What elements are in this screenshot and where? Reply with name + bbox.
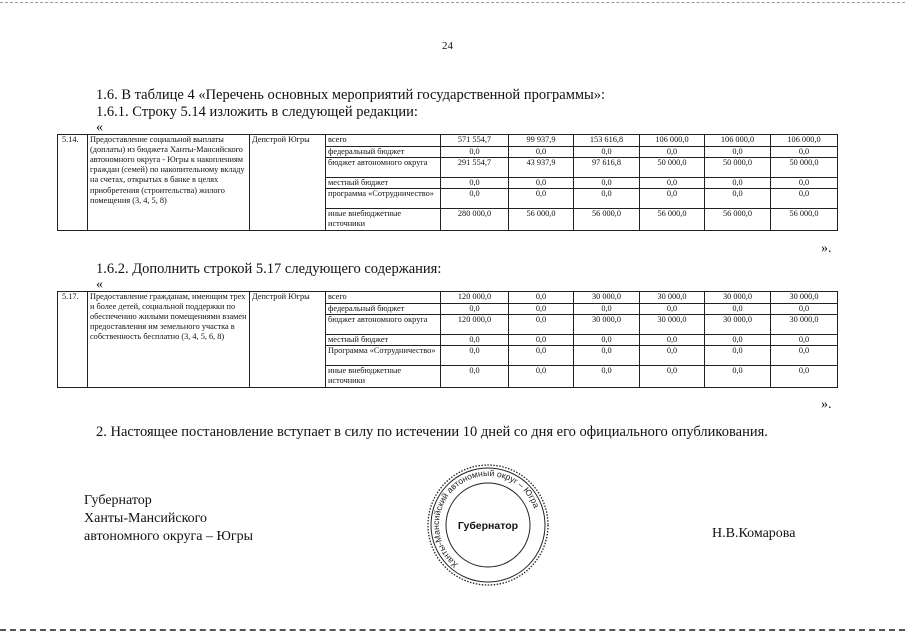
paragraph-1-6-2: 1.6.2. Дополнить строкой 5.17 следующего содержания: (96, 261, 442, 277)
amount-cell: 153 616,8 (574, 135, 640, 147)
amount-cell: 0,0 (705, 178, 771, 189)
paragraph-1-6: 1.6. В таблице 4 «Перечень основных мероприятий государственной программы»: (96, 87, 606, 103)
amount-cell: 0,0 (509, 178, 574, 189)
scan-top-edge (0, 2, 905, 3)
amount-cell: 0,0 (441, 335, 509, 346)
amount-cell: 0,0 (509, 315, 574, 335)
open-quote-2: « (96, 277, 103, 292)
amount-cell: 0,0 (441, 366, 509, 388)
paragraph-2: 2. Настоящее постановление вступает в силу по истечении 10 дней со дня его официального опубликования. (96, 424, 768, 440)
amount-cell: 0,0 (509, 346, 574, 366)
official-seal-stamp (426, 463, 550, 587)
amount-cell: 0,0 (640, 346, 705, 366)
amount-cell: 56 000,0 (509, 209, 574, 231)
amount-cell: 30 000,0 (771, 292, 838, 304)
funding-source-cell: всего (326, 135, 441, 147)
amount-cell: 280 000,0 (441, 209, 509, 231)
amount-cell: 0,0 (705, 346, 771, 366)
amount-cell: 30 000,0 (640, 292, 705, 304)
signer-line-1: Губернатор (84, 493, 152, 508)
signer-name: Н.В.Комарова (712, 526, 796, 541)
seal-center-text: Губернатор (457, 520, 519, 532)
amount-cell: 50 000,0 (705, 158, 771, 178)
amount-cell: 0,0 (574, 147, 640, 158)
funding-source-cell: местный бюджет (326, 178, 441, 189)
signer-title (84, 492, 253, 545)
amount-cell: 30 000,0 (574, 315, 640, 335)
amount-cell: 0,0 (771, 147, 838, 158)
close-quote-2: ». (821, 397, 832, 412)
amount-cell: 0,0 (640, 366, 705, 388)
amount-cell: 0,0 (705, 366, 771, 388)
amount-cell: 106 000,0 (705, 135, 771, 147)
amount-cell: 0,0 (771, 304, 838, 315)
amount-cell: 0,0 (771, 178, 838, 189)
amount-cell: 56 000,0 (771, 209, 838, 231)
amount-cell: 0,0 (705, 304, 771, 315)
amount-cell: 0,0 (640, 178, 705, 189)
amount-cell: 0,0 (771, 366, 838, 388)
amount-cell: 0,0 (509, 292, 574, 304)
row-number-cell: 5.14. (58, 135, 88, 231)
amount-cell: 0,0 (705, 335, 771, 346)
event-name-cell: Предоставление социальной выплаты (доплаты) из бюджета Ханты-Мансийского автономного округа - Югры к накоплениям граждан (семей) по накопительному вкладу на счетах, открытых в банке в целях приобретения (строительства) жилого помещения (3, 4, 5, 8) (88, 135, 250, 231)
amount-cell: 0,0 (771, 346, 838, 366)
signer-line-3: автономного округа – Югры (84, 528, 253, 544)
funding-source-cell: программа «Сотрудничество» (326, 189, 441, 209)
amount-cell: 0,0 (705, 189, 771, 209)
amount-cell: 30 000,0 (640, 315, 705, 335)
amount-cell: 50 000,0 (640, 158, 705, 178)
funding-source-cell: федеральный бюджет (326, 304, 441, 315)
signer-line-2: Ханты-Мансийского (84, 510, 208, 526)
amount-cell: 571 554,7 (441, 135, 509, 147)
funding-source-cell: всего (326, 292, 441, 304)
events-table-5-17 (57, 291, 838, 388)
funding-source-cell: иные внебюджетные источники (326, 366, 441, 388)
amount-cell: 0,0 (509, 147, 574, 158)
amount-cell: 0,0 (509, 304, 574, 315)
amount-cell: 0,0 (441, 304, 509, 315)
scan-bottom-edge (0, 629, 905, 631)
amount-cell: 0,0 (574, 346, 640, 366)
amount-cell: 50 000,0 (771, 158, 838, 178)
amount-cell: 99 937,9 (509, 135, 574, 147)
amount-cell: 0,0 (574, 366, 640, 388)
amount-cell: 0,0 (509, 335, 574, 346)
table-1-body (58, 135, 838, 231)
row-number-cell: 5.17. (58, 292, 88, 388)
amount-cell: 0,0 (771, 189, 838, 209)
amount-cell: 0,0 (441, 147, 509, 158)
amount-cell: 291 554,7 (441, 158, 509, 178)
amount-cell: 30 000,0 (574, 292, 640, 304)
amount-cell: 0,0 (574, 304, 640, 315)
amount-cell: 0,0 (441, 178, 509, 189)
amount-cell: 56 000,0 (705, 209, 771, 231)
executor-cell: Депстрой Югры (250, 292, 326, 388)
amount-cell: 0,0 (771, 335, 838, 346)
funding-source-cell: бюджет автономного округа (326, 158, 441, 178)
amount-cell: 0,0 (640, 304, 705, 315)
executor-cell: Депстрой Югры (250, 135, 326, 231)
amount-cell: 30 000,0 (771, 315, 838, 335)
amount-cell: 43 937,9 (509, 158, 574, 178)
amount-cell: 106 000,0 (771, 135, 838, 147)
funding-source-cell: местный бюджет (326, 335, 441, 346)
event-name-cell: Предоставление гражданам, имеющим трех и более детей, социальной поддержки по обеспечению жилыми помещениями взамен предоставления им земельного участка в собственность бесплатно (3, 4, 5, 6, 8) (88, 292, 250, 388)
amount-cell: 106 000,0 (640, 135, 705, 147)
amount-cell: 120 000,0 (441, 292, 509, 304)
amount-cell: 0,0 (705, 147, 771, 158)
amount-cell: 30 000,0 (705, 292, 771, 304)
amount-cell: 0,0 (574, 335, 640, 346)
funding-source-cell: иные внебюджетные источники (326, 209, 441, 231)
amount-cell: 0,0 (441, 189, 509, 209)
funding-source-cell: федеральный бюджет (326, 147, 441, 158)
close-quote-1: ». (821, 241, 832, 256)
amount-cell: 0,0 (509, 366, 574, 388)
amount-cell: 0,0 (640, 189, 705, 209)
amount-cell: 120 000,0 (441, 315, 509, 335)
paragraph-1-6-1: 1.6.1. Строку 5.14 изложить в следующей редакции: (96, 104, 418, 120)
open-quote-1: « (96, 120, 103, 135)
amount-cell: 0,0 (640, 147, 705, 158)
funding-source-cell: Программа «Сотрудничество» (326, 346, 441, 366)
amount-cell: 0,0 (509, 189, 574, 209)
amount-cell: 0,0 (574, 189, 640, 209)
table-row (58, 292, 838, 304)
amount-cell: 0,0 (640, 335, 705, 346)
amount-cell: 56 000,0 (640, 209, 705, 231)
table-row (58, 135, 838, 147)
amount-cell: 97 616,8 (574, 158, 640, 178)
seal-ring-text: Ханты-Мансийский автономный округ – Югра (430, 467, 542, 571)
amount-cell: 30 000,0 (705, 315, 771, 335)
funding-source-cell: бюджет автономного округа (326, 315, 441, 335)
table-2-body (58, 292, 838, 388)
amount-cell: 56 000,0 (574, 209, 640, 231)
amount-cell: 0,0 (441, 346, 509, 366)
amount-cell: 0,0 (574, 178, 640, 189)
page-number: 24 (442, 40, 453, 52)
events-table-5-14 (57, 134, 838, 231)
